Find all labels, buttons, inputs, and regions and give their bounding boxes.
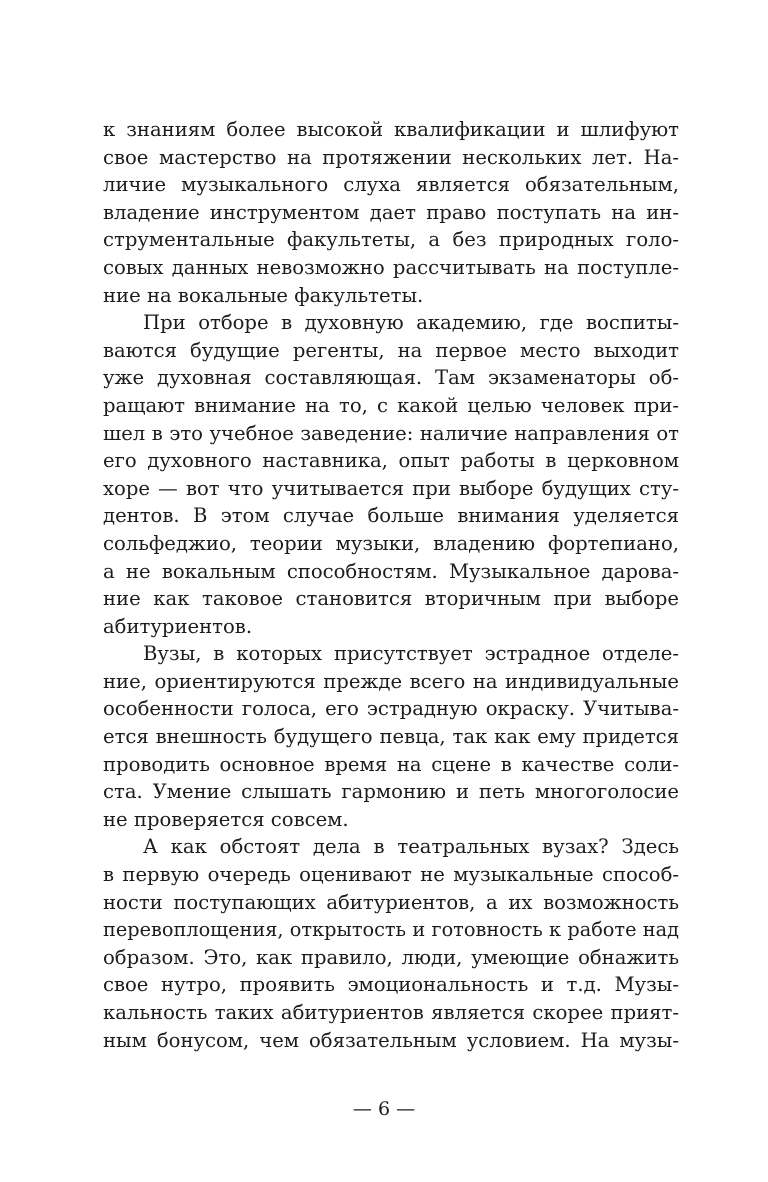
text-line: А как обстоят дела в театральных вузах? Здесь [143, 835, 679, 859]
book-page-text [103, 116, 679, 1054]
text-line: владение инструментом дает право поступать на ин- [103, 200, 679, 224]
text-line: ется внешность будущего певца, так как ему придется [103, 725, 679, 749]
text-line: ние на вокальные факультеты. [103, 283, 424, 307]
text-line: совых данных невозможно рассчитывать на поступле- [103, 255, 679, 279]
page-number: — 6 — [352, 1098, 416, 1120]
text-line: При отборе в духовную академию, где воспиты- [143, 311, 679, 335]
text-line: к знаниям более высокой квалификации и шлифуют [103, 118, 679, 141]
text-line: особенности голоса, его эстрадную окраску. Учитыва- [103, 697, 679, 721]
text-line: ности поступающих абитуриентов, а их возможность [103, 890, 679, 914]
text-line: проводить основное время на сцене в качестве соли- [103, 752, 679, 776]
text-line: уже духовная составляющая. Там экзаменаторы об- [103, 366, 679, 390]
text-line: Вузы, в которых присутствует эстрадное отделе- [143, 642, 679, 666]
text-line: ста. Умение слышать гармонию и петь многоголосие [103, 780, 679, 804]
text-line: ращают внимание на то, с какой целью человек при- [103, 393, 679, 417]
text-line: перевоплощения, открытость и готовность к работе над [103, 918, 679, 942]
text-line: свое нутро, проявить эмоциональность и т.д. Музы- [103, 973, 679, 997]
text-line: кальность таких абитуриентов является скорее прият- [103, 1001, 679, 1024]
text-line: ваются будущие регенты, на первое место выходит [103, 338, 679, 362]
text-line: абитуриентов. [103, 614, 253, 638]
text-line: ние как таковое становится вторичным при выборе [103, 587, 679, 611]
text-line: его духовного наставника, опыт работы в церковном [103, 449, 679, 473]
text-line: дентов. В этом случае больше внимания уделяется [103, 504, 679, 528]
paragraph [103, 640, 679, 833]
text-line: ным бонусом, чем обязательным условием. На музы- [103, 1028, 679, 1052]
text-line: ние, ориентируются прежде всего на индивидуальные [103, 669, 679, 693]
text-line: сольфеджио, теории музыки, владению фортепиано, [103, 531, 679, 555]
text-line: свое мастерство на протяжении нескольких лет. На- [103, 145, 679, 169]
text-line: шел в это учебное заведение: наличие направления от [103, 421, 679, 445]
text-line: хоре — вот что учитывается при выборе будущих сту- [103, 476, 679, 500]
paragraph [103, 116, 679, 309]
paragraph [103, 833, 679, 1054]
text-line: личие музыкального слуха является обязательным, [103, 173, 679, 197]
text-line: струментальные факультеты, а без природных голо- [103, 228, 679, 252]
text-line: в первую очередь оценивают не музыкальные способ- [103, 863, 679, 887]
text-line: не проверяется совсем. [103, 807, 349, 831]
paragraph [103, 309, 679, 640]
text-line: образом. Это, как правило, люди, умеющие обнажить [103, 945, 679, 969]
text-line: а не вокальным способностям. Музыкальное дарова- [103, 559, 679, 583]
